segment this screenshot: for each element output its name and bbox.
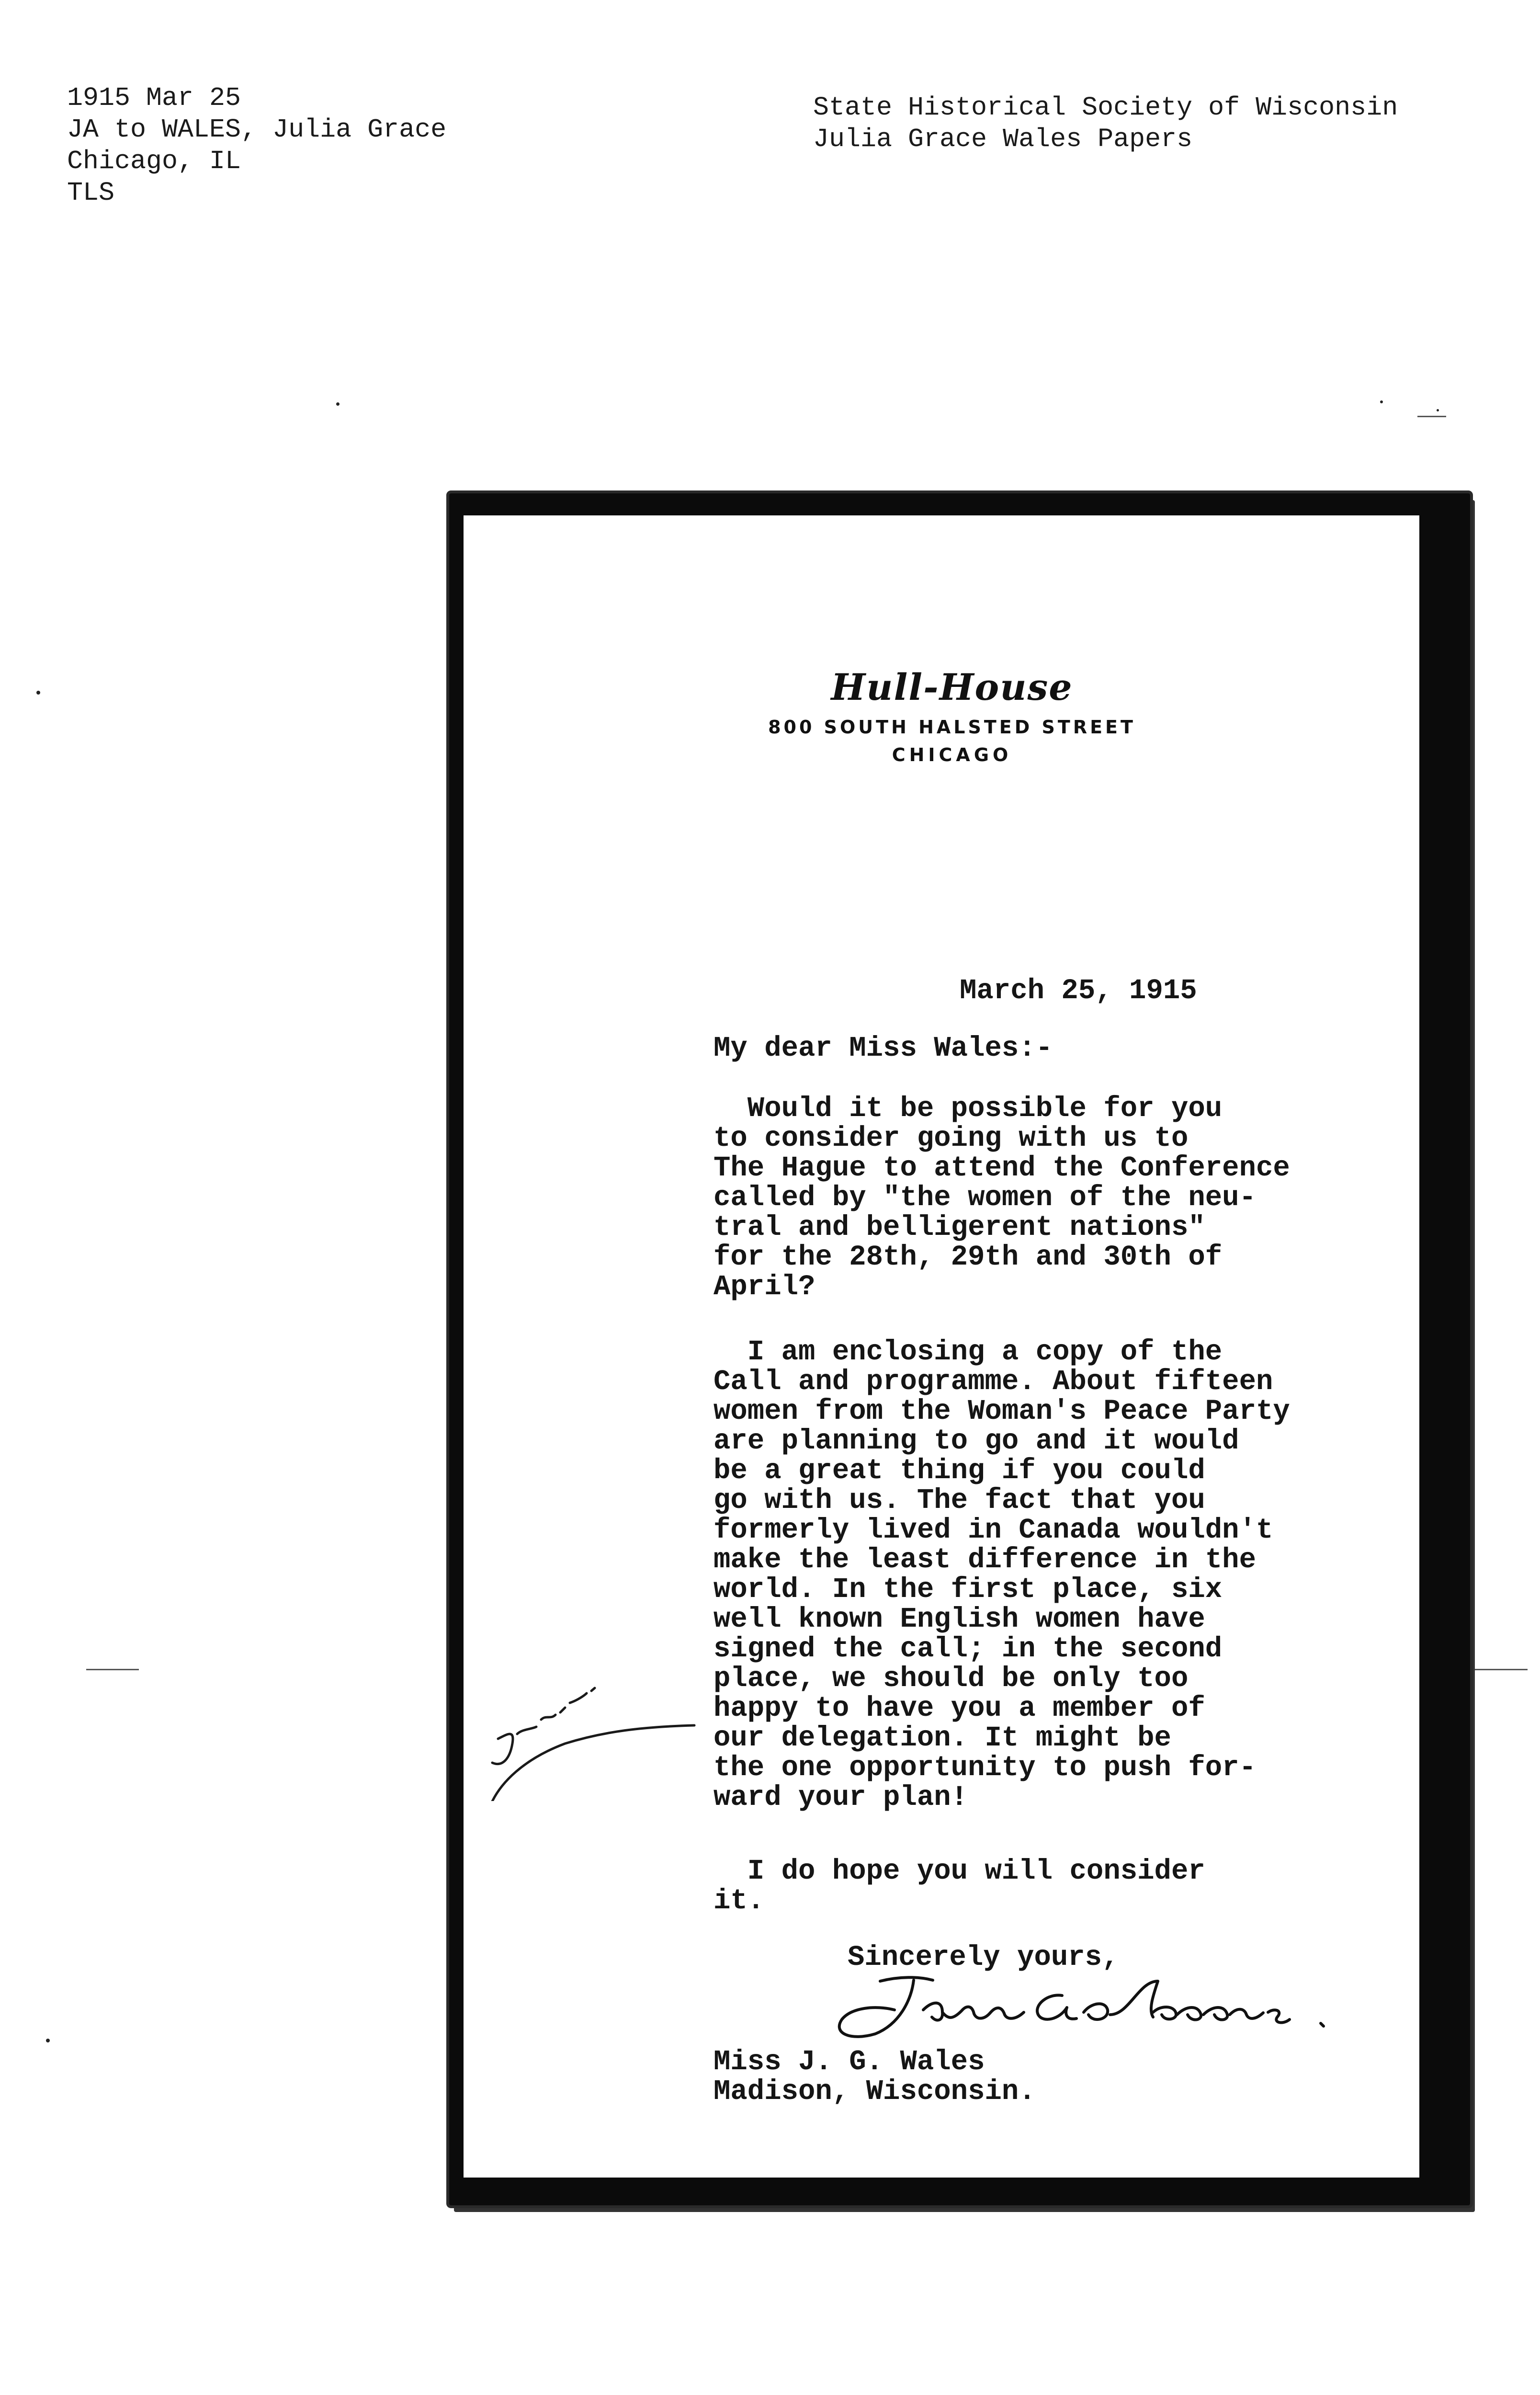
letter-line: tral and belligerent nations" <box>713 1211 1205 1243</box>
scan-dash-mark <box>1417 416 1446 417</box>
letter-scan-frame <box>449 493 1470 2205</box>
archive-correspondents: JA to WALES, Julia Grace <box>67 114 447 145</box>
letter-line: place, we should be only too <box>713 1663 1189 1695</box>
letter-recipient <box>713 2047 1036 2107</box>
archive-catalog-info <box>67 82 446 209</box>
letter-line: signed the call; in the second <box>713 1633 1223 1665</box>
letter-line: are planning to go and it would <box>713 1425 1239 1457</box>
scan-speck <box>1380 400 1383 403</box>
letter-line: to consider going with us to <box>713 1122 1189 1154</box>
scan-speck <box>336 402 340 406</box>
archive-institution: State Historical Society of Wisconsin <box>813 92 1398 123</box>
letter-sheet <box>464 515 1419 2178</box>
letter-line: I do hope you will consider <box>713 1855 1205 1887</box>
recipient-name: Miss J. G. Wales <box>713 2046 985 2078</box>
letterhead-title: Hull-House <box>831 666 1073 708</box>
letter-line: our delegation. It might be <box>713 1722 1171 1754</box>
handwritten-margin-annotation <box>469 1667 737 1801</box>
letter-line: make the least difference in the <box>713 1544 1256 1576</box>
letter-line: Call and programme. About fifteen <box>713 1366 1273 1398</box>
letter-closing-text: Sincerely yours, <box>848 1941 1119 1973</box>
archive-document-type: TLS <box>67 178 115 208</box>
letter-paragraph-3 <box>713 1857 1205 1916</box>
letter-line: happy to have you a member of <box>713 1692 1205 1724</box>
letter-line: world. In the first place, six <box>713 1574 1223 1606</box>
letter-line: be a great thing if you could <box>713 1455 1205 1487</box>
scan-dash-mark <box>86 1669 139 1670</box>
recipient-address: Madison, Wisconsin. <box>713 2076 1036 2108</box>
archive-date: 1915 Mar 25 <box>67 83 241 113</box>
letter-salutation <box>713 1034 1053 1063</box>
letter-line: April? <box>713 1271 815 1303</box>
letter-line: go with us. The fact that you <box>713 1484 1205 1517</box>
handwritten-signature <box>823 1967 1349 2048</box>
letter-line: for the 28th, 29th and 30th of <box>713 1241 1223 1273</box>
letter-line: The Hague to attend the Conference <box>713 1152 1290 1184</box>
letter-line: women from the Woman's Peace Party <box>713 1395 1290 1427</box>
letter-line: called by "the women of the neu- <box>713 1182 1256 1214</box>
scan-dash-mark <box>1465 1669 1528 1670</box>
letter-line: ward your plan! <box>713 1781 968 1813</box>
archive-place: Chicago, IL <box>67 146 241 176</box>
letter-line: the one opportunity to push for- <box>713 1752 1256 1784</box>
archive-collection: Julia Grace Wales Papers <box>813 124 1193 154</box>
scan-speck <box>1437 409 1439 411</box>
letter-salutation-text: My dear Miss Wales:- <box>713 1032 1053 1064</box>
letter-line: it. <box>713 1885 765 1917</box>
archive-collection-info <box>813 92 1398 155</box>
letter-paragraph-2 <box>713 1337 1290 1813</box>
letter-date-text: March 25, 1915 <box>960 975 1197 1007</box>
scan-speck <box>46 2039 50 2042</box>
letter-line: Would it be possible for you <box>713 1093 1223 1125</box>
letterhead-city: CHICAGO <box>892 744 1012 765</box>
scan-speck <box>36 691 40 695</box>
letter-paragraph-1 <box>713 1094 1290 1302</box>
letter-line: formerly lived in Canada wouldn't <box>713 1514 1273 1546</box>
letterhead-street: 800 SOUTH HALSTED STREET <box>768 717 1136 738</box>
letterhead <box>464 667 1440 768</box>
letter-date <box>960 976 1197 1006</box>
letter-line: I am enclosing a copy of the <box>713 1336 1223 1368</box>
letter-line: well known English women have <box>713 1603 1205 1635</box>
